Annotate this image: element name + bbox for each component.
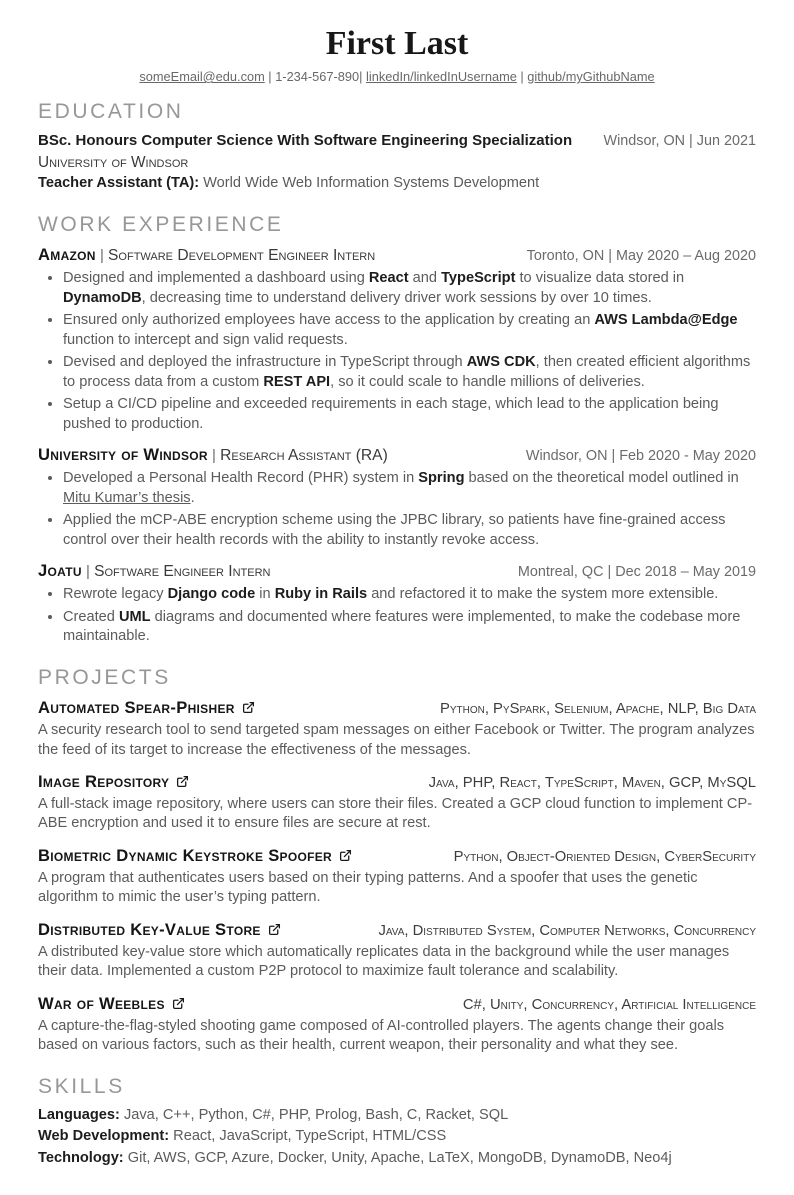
text-segment: AWS Lambda@Edge [594,312,738,329]
project-title-line [38,919,281,942]
project-description: A security research tool to send targeted spam messages on either Facebook or Twitter. The program analyzes the feed of its target to increase the effectiveness of the messages. [38,721,755,758]
section-heading-skills: SKILLS [38,1074,125,1098]
text-segment: to visualize data stored in [515,269,685,286]
project-title-line [38,845,352,868]
text-segment: | [264,69,276,85]
skills-line-web-development [38,1127,756,1147]
project-title-line [38,993,185,1016]
job-role: Software Engineer Intern [94,563,271,581]
skills-list: Java, C++, Python, C#, PHP, Prolog, Bash, C, Racket, SQL [119,1106,509,1123]
text-segment: AWS CDK [466,354,536,371]
job-entry-joatu [38,560,756,647]
job-title-line [38,244,375,267]
job-bullets [38,469,756,550]
text-segment: in [255,586,275,603]
project-description: A distributed key-value store which automatically replicates data in the background while the user manages their data. Implemented a custom P2P protocol to maximize fault tolerance and scalability. [38,943,730,980]
external-link-icon[interactable] [242,701,255,721]
job-title-line [38,560,270,583]
text-segment: Developed a Personal Health Record (PHR) system in [63,470,419,487]
text-link[interactable]: someEmail@edu.com [139,69,265,85]
job-header [38,560,756,583]
text-segment: DynamoDB [63,289,142,306]
project-entry-war-of-weebles [38,993,756,1056]
job-location-date: Toronto, ON | May 2020 – Aug 2020 [526,248,756,265]
section-heading-projects: PROJECTS [38,665,171,689]
section-education [38,99,756,194]
job-bullets [38,269,756,434]
ta-course: World Wide Web Information Systems Development [199,175,540,192]
project-title: Distributed Key-Value Store [38,919,261,939]
text-link[interactable]: Mitu Kumar’s thesis [63,489,191,506]
degree-title: BSc. Honours Computer Science With Software Engineering Specialization [38,132,573,150]
resume-header [38,24,756,85]
job-header [38,244,756,267]
project-title: War of Weebles [38,993,165,1013]
job-role: Software Development Engineer Intern [108,247,376,265]
project-description: A capture-the-flag-styled shooting game composed of AI-controlled players. The agents change their goals based on various factors, such as their health, current weapon, their personality and what they see. [38,1017,725,1054]
separator: | [207,447,221,465]
project-description: A full-stack image repository, where users can store their files. Created a GCP cloud function to implement CP-ABE encryption and used it to ensure files are secure at rest. [38,795,753,832]
section-projects [38,665,756,1056]
text-segment: Created [63,608,119,625]
bullet-item [63,511,756,550]
text-segment: Spring [418,470,465,487]
project-entry-distributed-key-value-store [38,919,756,982]
bullet-item [63,585,756,605]
text-segment: , decreasing time to understand delivery driver work sessions by over 10 times. [141,289,652,306]
job-bullets [38,585,756,647]
external-link-icon[interactable] [176,775,189,795]
project-header [38,993,756,1016]
project-header [38,845,756,868]
job-entry-amazon [38,244,756,434]
text-segment: Applied the mCP-ABE encryption scheme using the JPBC library, so patients have fine-grained access control over their health records with the ability to instantly revoke access. [63,512,726,548]
contact-line [38,68,756,85]
project-entry-automated-spear-phisher [38,697,756,760]
skills-category-label: Web Development: [38,1128,170,1145]
school-name: University of Windsor [38,153,189,171]
text-segment: React [368,269,409,286]
skills-line-languages [38,1106,756,1126]
project-description: A program that authenticates users based on their typing patterns. And a spoofer that uses the genetic algorithm to mimic the user’s typing pattern. [38,869,698,906]
job-header [38,444,756,467]
skills-category-label: Technology: [38,1149,124,1166]
project-header [38,697,756,720]
project-title: Biometric Dynamic Keystroke Spoofer [38,845,333,865]
project-tech-list: C#, Unity, Concurrency, Artificial Intelligence [462,996,756,1013]
text-segment: Designed and implemented a dashboard using [63,269,369,286]
project-tech-list: Python, PySpark, Selenium, Apache, NLP, Big Data [439,701,756,718]
text-segment: Ensured only authorized employees have access to the application by creating an [63,312,595,329]
text-segment: . [190,489,195,506]
skills-list: React, JavaScript, TypeScript, HTML/CSS [169,1128,447,1145]
project-tech-list: Java, PHP, React, TypeScript, Maven, GCP, MySQL [428,775,756,792]
project-tech-list: Python, Object-Oriented Design, CyberSecurity [453,848,756,865]
project-entry-image-repository [38,771,756,834]
job-location-date: Windsor, ON | Feb 2020 - May 2020 [525,448,756,465]
bullet-item [63,269,756,308]
company-name: University of Windsor [38,445,208,465]
external-link-icon[interactable] [172,997,185,1017]
external-link-icon[interactable] [339,849,352,869]
ta-line [38,174,756,194]
bullet-item [63,608,756,647]
text-segment: REST API [263,373,331,390]
skills-category-label: Languages: [38,1106,120,1123]
project-header [38,919,756,942]
project-entry-biometric-dynamic-keystroke-spoofer [38,845,756,908]
text-segment: Django code [167,586,256,603]
text-segment: and [408,269,442,286]
ta-label: Teacher Assistant (TA): [38,175,200,192]
project-title: Image Repository [38,772,170,792]
separator: | [81,563,95,581]
separator: | [95,247,109,265]
project-tech-list: Java, Distributed System, Computer Networks, Concurrency [378,922,756,939]
external-link-icon[interactable] [268,923,281,943]
education-location-date: Windsor, ON | Jun 2021 [603,133,756,150]
education-entry-header [38,131,756,151]
text-segment: | [516,69,528,85]
text-segment: Ruby in Rails [274,586,368,603]
section-heading-education: EDUCATION [38,100,184,124]
text-segment: UML [118,608,151,625]
bullet-item [63,311,756,350]
company-name: Amazon [38,245,96,265]
text-segment: function to intercept and sign valid requests. [63,331,348,348]
section-heading-work-experience: WORK EXPERIENCE [38,212,284,236]
text-segment: Devised and deployed the infrastructure in TypeScript through [63,354,467,371]
text-segment: and refactored it to make the system more extensible. [367,586,719,603]
text-segment: , then created efficient algorithms to process data from a custom [63,354,751,390]
text-segment: Setup a CI/CD pipeline and exceeded requirements in each stage, which lead to the application being pushed to production. [63,396,719,432]
text-link[interactable]: linkedIn/linkedInUsername [366,69,517,85]
project-title: Automated Spear-Phisher [38,698,235,718]
job-role: Research Assistant (RA) [220,447,388,465]
bullet-item [63,353,756,392]
text-segment: diagrams and documented where features were implemented, to make the codebase more maintainable. [63,608,741,645]
skills-list: Git, AWS, GCP, Azure, Docker, Unity, Apache, LaTeX, MongoDB, DynamoDB, Neo4j [123,1149,672,1166]
text-segment: | [359,69,367,85]
project-title-line [38,771,189,794]
section-work-experience [38,212,756,647]
project-header [38,771,756,794]
job-title-line [38,444,388,467]
person-name: First Last [325,25,469,62]
bullet-item [63,469,756,508]
text-link[interactable]: github/myGithubName [527,69,655,85]
text-segment: TypeScript [441,269,516,286]
job-location-date: Montreal, QC | Dec 2018 – May 2019 [517,564,756,581]
project-title-line [38,697,255,720]
text-segment: Rewrote legacy [63,586,168,603]
text-segment: , so it could scale to handle millions of deliveries. [330,373,645,390]
bullet-item [63,395,756,434]
company-name: Joatu [38,561,82,581]
job-entry-university-of-windsor [38,444,756,550]
text-segment: 1-234-567-890 [275,69,360,85]
section-skills [38,1074,756,1169]
text-segment: based on the theoretical model outlined in [464,470,739,487]
skills-line-technology [38,1149,756,1169]
